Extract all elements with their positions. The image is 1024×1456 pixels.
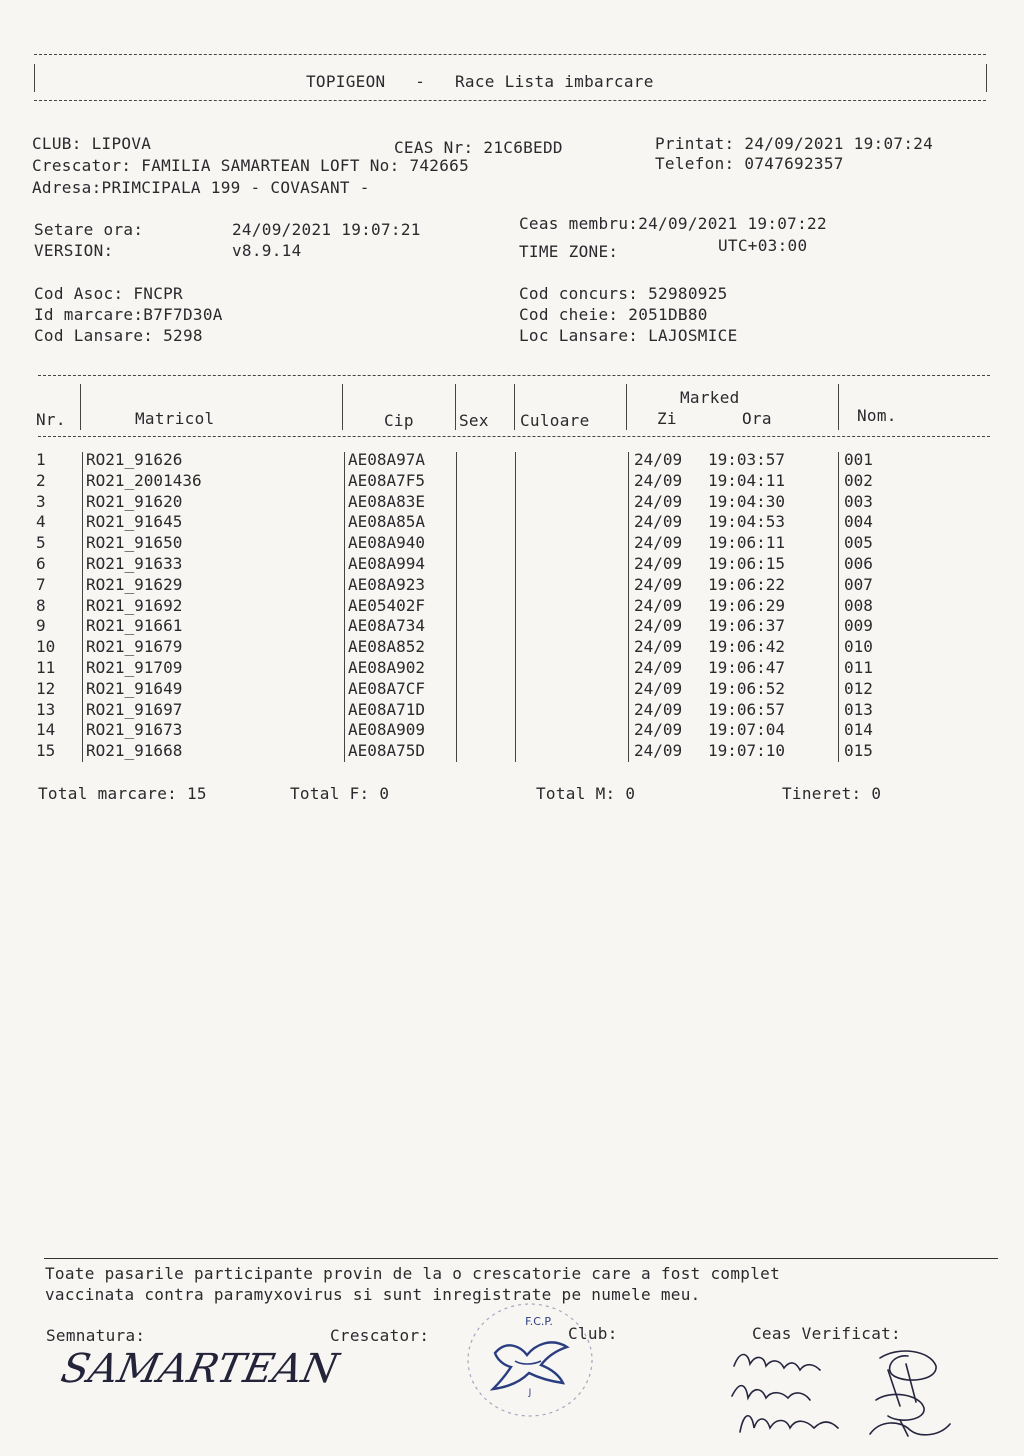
cell-nr: 9 — [36, 616, 46, 636]
header-cip: Cip — [384, 411, 414, 430]
timezone-label: TIME ZONE: — [519, 242, 619, 261]
cell-nom: 004 — [844, 512, 873, 532]
cell-nom: 007 — [844, 574, 873, 594]
key-code: Cod cheie: 2051DB80 — [519, 305, 708, 324]
cell-nom: 008 — [844, 595, 873, 615]
header-column-separator — [455, 384, 456, 430]
table-top-border — [38, 375, 990, 376]
header-column-separator — [626, 384, 627, 430]
cell-nr: 1 — [36, 450, 46, 469]
cell-nom: 014 — [844, 720, 873, 740]
body-column-separator — [628, 452, 629, 762]
header-column-separator — [342, 384, 343, 430]
cell-zi: 24/09 — [634, 658, 683, 677]
set-time-value: 24/09/2021 19:07:21 — [232, 220, 421, 239]
table-header-border — [38, 436, 990, 437]
version-value: v8.9.14 — [232, 241, 302, 260]
cell-nr: 13 — [36, 699, 56, 719]
cell-zi: 24/09 — [634, 616, 683, 636]
cell-ora: 19:04:30 — [708, 491, 786, 511]
cell-cip: AE05402F — [348, 595, 426, 615]
report-title: TOPIGEON - Race Lista imbarcare — [306, 72, 654, 91]
race-code: Cod concurs: 52980925 — [519, 284, 728, 303]
cell-zi: 24/09 — [634, 678, 683, 698]
cell-matricol: RO21_91697 — [86, 699, 183, 719]
cell-zi: 24/09 — [634, 741, 683, 761]
body-column-separator — [82, 452, 83, 762]
header-ora: Ora — [742, 409, 772, 428]
cell-nr: 15 — [36, 741, 56, 761]
cell-zi: 24/09 — [634, 491, 683, 511]
cell-ora: 19:06:29 — [708, 595, 786, 615]
clock-verified-label: Ceas Verificat: — [752, 1324, 901, 1343]
cell-cip: AE08A75D — [348, 741, 426, 761]
body-column-separator — [838, 452, 839, 762]
cell-matricol: RO21_91620 — [86, 491, 183, 511]
signature-label: Semnatura: — [46, 1326, 146, 1345]
cell-cip: AE08A97A — [348, 450, 426, 469]
cell-matricol: RO21_91673 — [86, 720, 183, 740]
association-code: Cod Asoc: FNCPR — [34, 284, 183, 303]
cell-ora: 19:06:47 — [708, 658, 786, 677]
header-marked: Marked — [680, 388, 740, 407]
statement-line-2: vaccinata contra paramyxovirus si sunt inregistrate pe numele meu. — [45, 1285, 701, 1304]
cell-matricol: RO21_91645 — [86, 512, 183, 532]
cell-zi: 24/09 — [634, 720, 683, 740]
header-top-border — [34, 54, 986, 55]
cell-zi: 24/09 — [634, 512, 683, 532]
timezone-value: UTC+03:00 — [718, 236, 808, 255]
cell-ora: 19:03:57 — [708, 450, 786, 469]
cell-zi: 24/09 — [634, 470, 683, 490]
cell-nom: 001 — [844, 450, 873, 469]
cell-nom: 010 — [844, 637, 873, 657]
cell-zi: 24/09 — [634, 450, 683, 469]
cell-zi: 24/09 — [634, 574, 683, 594]
cell-ora: 19:06:52 — [708, 678, 786, 698]
cell-nr: 6 — [36, 554, 46, 573]
header-column-separator — [514, 384, 515, 430]
set-time-label: Setare ora: — [34, 220, 144, 239]
body-column-separator — [515, 452, 516, 762]
header-nr: Nr. — [36, 410, 66, 429]
cell-cip: AE08A994 — [348, 554, 426, 573]
cell-ora: 19:06:57 — [708, 699, 786, 719]
release-code: Cod Lansare: 5298 — [34, 326, 203, 345]
header-matricol: Matricol — [135, 409, 215, 428]
svg-text:F.C.P.: F.C.P. — [525, 1315, 553, 1328]
cell-ora: 19:06:11 — [708, 533, 786, 553]
total-male: Total M: 0 — [536, 784, 636, 803]
header-column-separator — [838, 384, 839, 430]
total-marked: Total marcare: 15 — [38, 784, 207, 803]
cell-nr: 7 — [36, 574, 46, 594]
cell-cip: AE08A85A — [348, 512, 426, 532]
cell-cip: AE08A909 — [348, 720, 426, 740]
header-zi: Zi — [657, 409, 677, 428]
phone-number: Telefon: 0747692357 — [655, 154, 844, 173]
header-column-separator — [80, 384, 81, 430]
breeder-label: Crescator: — [330, 1326, 430, 1345]
cell-nom: 009 — [844, 616, 873, 636]
cell-nr: 11 — [36, 658, 56, 677]
cell-matricol: RO21_91629 — [86, 574, 183, 594]
cell-ora: 19:04:11 — [708, 470, 786, 490]
cell-nom: 003 — [844, 491, 873, 511]
cell-matricol: RO21_91709 — [86, 658, 183, 677]
club-name: CLUB: LIPOVA — [32, 134, 152, 153]
cell-ora: 19:06:15 — [708, 554, 786, 573]
header-right-border — [986, 64, 987, 92]
cell-cip: AE08A852 — [348, 637, 426, 657]
header-sex: Sex — [459, 411, 489, 430]
version-label: VERSION: — [34, 241, 114, 260]
cell-cip: AE08A83E — [348, 491, 426, 511]
cell-nom: 006 — [844, 554, 873, 573]
cell-matricol: RO21_91626 — [86, 450, 183, 469]
cell-ora: 19:06:37 — [708, 616, 786, 636]
cell-ora: 19:07:04 — [708, 720, 786, 740]
header-left-border — [34, 64, 35, 92]
cell-nr: 4 — [36, 512, 46, 532]
cell-zi: 24/09 — [634, 554, 683, 573]
cell-ora: 19:06:42 — [708, 637, 786, 657]
cell-nr: 14 — [36, 720, 56, 740]
cell-matricol: RO21_91661 — [86, 616, 183, 636]
footer-divider — [44, 1258, 998, 1259]
address: Adresa:PRIMCIPALA 199 - COVASANT - — [32, 178, 370, 197]
header-bottom-border — [34, 100, 986, 101]
clock-number: CEAS Nr: 21C6BEDD — [394, 138, 563, 157]
cell-nr: 8 — [36, 595, 46, 615]
cell-nom: 012 — [844, 678, 873, 698]
header-nom: Nom. — [857, 406, 897, 425]
cell-cip: AE08A940 — [348, 533, 426, 553]
cell-matricol: RO21_2001436 — [86, 470, 202, 490]
cell-nom: 015 — [844, 741, 873, 761]
cell-nr: 2 — [36, 470, 46, 490]
cell-nr: 12 — [36, 678, 56, 698]
header-culoare: Culoare — [520, 411, 590, 430]
cell-zi: 24/09 — [634, 533, 683, 553]
cell-nom: 013 — [844, 699, 873, 719]
cell-nr: 5 — [36, 533, 46, 553]
cell-matricol: RO21_91668 — [86, 741, 183, 761]
cell-nr: 3 — [36, 491, 46, 511]
svg-text:J: J — [528, 1388, 532, 1398]
cell-zi: 24/09 — [634, 637, 683, 657]
report-header — [34, 54, 986, 100]
cell-cip: AE08A902 — [348, 658, 426, 677]
cell-ora: 19:06:22 — [708, 574, 786, 594]
cell-cip: AE08A734 — [348, 616, 426, 636]
breeder-name: Crescator: FAMILIA SAMARTEAN LOFT No: 742665 — [32, 156, 470, 175]
cell-ora: 19:07:10 — [708, 741, 786, 761]
cell-nom: 005 — [844, 533, 873, 553]
cell-zi: 24/09 — [634, 595, 683, 615]
body-column-separator — [456, 452, 457, 762]
cell-matricol: RO21_91649 — [86, 678, 183, 698]
cell-cip: AE08A7F5 — [348, 470, 426, 490]
statement-line-1: Toate pasarile participante provin de la o crescatorie care a fost complet — [45, 1264, 781, 1283]
cell-ora: 19:04:53 — [708, 512, 786, 532]
member-clock: Ceas membru:24/09/2021 19:07:22 — [519, 214, 827, 233]
body-column-separator — [344, 452, 345, 762]
cell-cip: AE08A923 — [348, 574, 426, 594]
release-location: Loc Lansare: LAJOSMICE — [519, 326, 738, 345]
cell-cip: AE08A7CF — [348, 678, 426, 698]
printed-date: Printat: 24/09/2021 19:07:24 — [655, 134, 934, 153]
cell-zi: 24/09 — [634, 699, 683, 719]
club-label: Club: — [568, 1324, 618, 1343]
club-stamp-icon — [455, 1295, 605, 1425]
cell-matricol: RO21_91650 — [86, 533, 183, 553]
verification-signatures-icon — [730, 1340, 960, 1440]
cell-cip: AE08A71D — [348, 699, 426, 719]
cell-nr: 10 — [36, 637, 56, 657]
total-young: Tineret: 0 — [782, 784, 882, 803]
total-female: Total F: 0 — [290, 784, 390, 803]
marking-id: Id marcare:B7F7D30A — [34, 305, 223, 324]
handwritten-signature: SAMARTEAN — [57, 1346, 343, 1392]
cell-matricol: RO21_91679 — [86, 637, 183, 657]
cell-nom: 011 — [844, 658, 873, 677]
cell-matricol: RO21_91692 — [86, 595, 183, 615]
cell-nom: 002 — [844, 470, 873, 490]
cell-matricol: RO21_91633 — [86, 554, 183, 573]
